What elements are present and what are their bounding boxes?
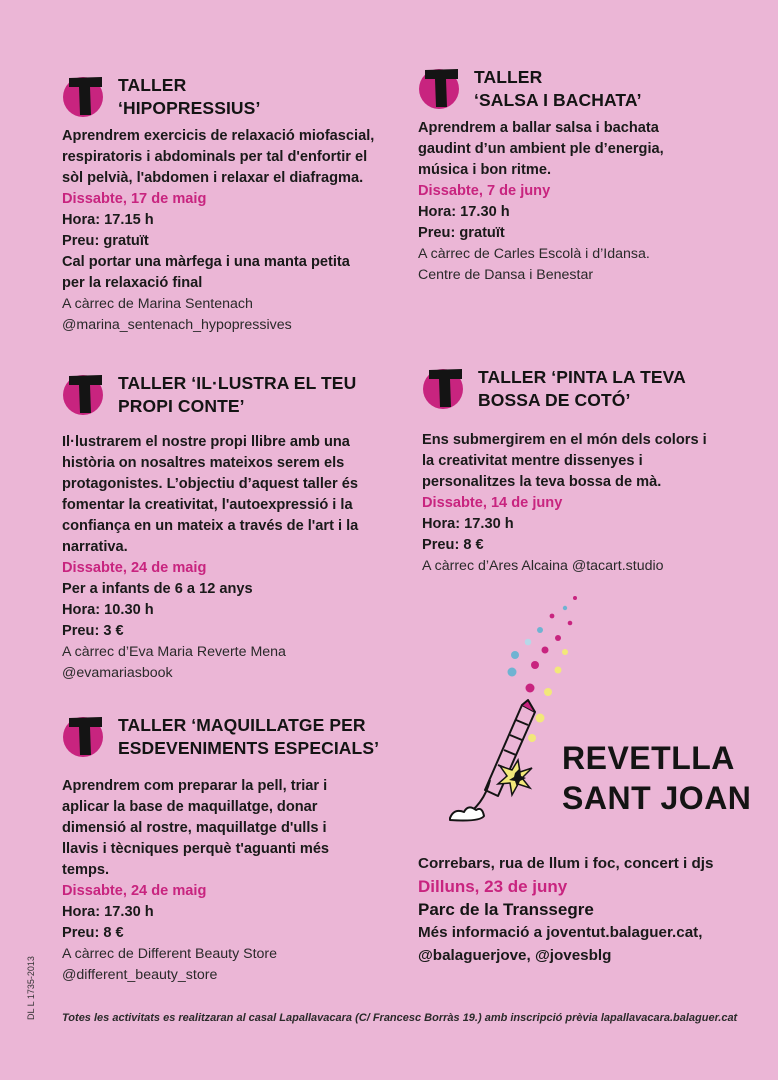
revetlla-info-line2: @balaguerjove, @jovesblg: [418, 947, 612, 964]
host-line: @different_beauty_store: [62, 967, 218, 983]
host-line: Centre de Dansa i Benestar: [418, 267, 594, 283]
desc-line: aplicar la base de maquillatge, donar: [62, 799, 318, 815]
workshop-note: [62, 252, 392, 294]
workshop-host: [62, 294, 392, 336]
desc-line: la creativitat mentre dissenyes i: [422, 453, 643, 469]
desc-line: protagonistes. L’objectiu d’aquest taller és: [62, 476, 358, 492]
desc-line: música i bon ritme.: [418, 162, 551, 178]
note-line: Cal portar una màrfega i una manta petita: [62, 254, 350, 270]
host-line: A càrrec de Different Beauty Store: [62, 946, 278, 962]
revetlla-place: Parc de la Transsegre: [418, 900, 594, 919]
desc-line: Aprendrem com preparar la pell, triar i: [62, 778, 328, 794]
workshop-title-line1: TALLER ‘MAQUILLATGE PER: [118, 715, 366, 735]
workshop-hour: Hora: 17.30 h: [418, 204, 510, 220]
desc-line: Il·lustrarem el nostre propi llibre amb una: [62, 434, 350, 450]
desc-line: gaudint d’un ambient ple d’energia,: [418, 141, 664, 157]
workshop-title-line2: PROPI CONTE’: [118, 396, 245, 416]
workshop-description: [418, 118, 758, 181]
workshop-price: Preu: 8 €: [422, 537, 484, 553]
revetlla-title-line2: SANT JOAN: [562, 780, 752, 816]
desc-line: temps.: [62, 862, 110, 878]
workshop-host: [62, 642, 402, 684]
workshop-description: [62, 776, 402, 881]
workshop-price: Preu: 8 €: [62, 925, 124, 941]
workshop-hour: Hora: 10.30 h: [62, 602, 154, 618]
host-line: A càrrec de Marina Sentenach: [62, 296, 253, 312]
workshop-bossa: [422, 364, 762, 577]
workshop-conte: [62, 370, 402, 684]
workshop-age: Per a infants de 6 a 12 anys: [62, 581, 253, 597]
workshop-title-line2: BOSSA DE COTÓ’: [478, 390, 631, 410]
workshop-header: [418, 64, 758, 112]
host-line: @marina_sentenach_hypopressives: [62, 317, 292, 333]
workshop-host: [422, 556, 762, 577]
footer-note: Totes les activitats es realitzaran al casal Lapallavacara (C/ Francesc Borràs 19.) amb inscripció prèvia lapallavacara.balaguer.cat: [62, 1012, 738, 1024]
revetlla-date: Dilluns, 23 de juny: [418, 877, 568, 896]
workshop-header: [62, 370, 402, 418]
workshop-price: Preu: gratuït: [418, 225, 505, 241]
workshop-title-line1: TALLER ‘PINTA LA TEVA: [478, 367, 686, 387]
revetlla-info: [418, 852, 768, 967]
workshop-hour: Hora: 17.30 h: [62, 904, 154, 920]
workshop-title-line2: ‘SALSA I BACHATA’: [474, 90, 642, 110]
workshop-date: Dissabte, 17 de maig: [62, 191, 207, 207]
desc-line: narrativa.: [62, 539, 128, 555]
legal-deposit: DL L 1735-2013: [26, 956, 36, 1020]
workshop-date: Dissabte, 24 de maig: [62, 883, 207, 899]
workshop-date: Dissabte, 7 de juny: [418, 183, 551, 199]
workshop-hour: Hora: 17.15 h: [62, 212, 154, 228]
workshop-title-line2: ESDEVENIMENTS ESPECIALS’: [118, 738, 380, 758]
desc-line: dimensió al rostre, maquillatge d'ulls i: [62, 820, 327, 836]
workshop-date: Dissabte, 24 de maig: [62, 560, 207, 576]
workshop-header: [62, 72, 392, 120]
t-logo-icon: [62, 370, 108, 416]
t-logo-icon: [62, 72, 108, 118]
host-line: A càrrec de Carles Escolà i d’Idansa.: [418, 246, 650, 262]
workshop-description: [422, 430, 762, 493]
workshop-maquillatge: [62, 712, 402, 986]
revetlla-info-line1: Més informació a joventut.balaguer.cat,: [418, 924, 703, 941]
workshop-salsa: [418, 64, 758, 286]
revetlla-title-line1: REVETLLA: [562, 740, 735, 776]
workshop-header: [62, 712, 402, 760]
workshop-host: [418, 244, 758, 286]
workshop-title-line1: TALLER ‘IL·LUSTRA EL TEU: [118, 373, 357, 393]
desc-line: Aprendrem exercicis de relaxació miofascial,: [62, 128, 375, 144]
workshop-description: [62, 432, 402, 558]
workshop-title-line2: ‘HIPOPRESSIUS’: [118, 98, 261, 118]
workshop-description: [62, 126, 392, 189]
revetlla-activities: Correbars, rua de llum i foc, concert i djs: [418, 855, 714, 872]
desc-line: Ens submergirem en el món dels colors i: [422, 432, 707, 448]
desc-line: Aprendrem a ballar salsa i bachata: [418, 120, 659, 136]
desc-line: personalitzes la teva bossa de mà.: [422, 474, 662, 490]
desc-line: història on nosaltres mateixos serem els: [62, 455, 345, 471]
desc-line: llavis i tècniques perquè t'aguanti més: [62, 841, 330, 857]
desc-line: respiratoris i abdominals per tal d'enfortir el: [62, 149, 368, 165]
host-line: @evamariasbook: [62, 665, 173, 681]
workshop-host: [62, 944, 402, 986]
revetlla-title: [562, 738, 751, 818]
t-logo-icon: [422, 364, 468, 410]
host-line: A càrrec d’Eva Maria Reverte Mena: [62, 644, 286, 660]
workshop-title-line1: TALLER: [474, 67, 543, 87]
workshop-hour: Hora: 17.30 h: [422, 516, 514, 532]
workshop-hipopressius: [62, 72, 392, 336]
t-logo-icon: [62, 712, 108, 758]
desc-line: fomentar la creativitat, l'autoexpressió i la: [62, 497, 353, 513]
desc-line: sòl pelvià, l'abdomen i relaxar el diafragma.: [62, 170, 364, 186]
workshop-header: [422, 364, 762, 412]
t-logo-icon: [418, 64, 464, 110]
desc-line: confiança en un mateix a través de l'art i la: [62, 518, 359, 534]
workshop-price: Preu: 3 €: [62, 623, 124, 639]
workshop-title-line1: TALLER: [118, 75, 187, 95]
workshop-price: Preu: gratuït: [62, 233, 149, 249]
workshop-date: Dissabte, 14 de juny: [422, 495, 563, 511]
host-line: A càrrec d’Ares Alcaina @tacart.studio: [422, 558, 664, 574]
note-line: per la relaxació final: [62, 275, 203, 291]
